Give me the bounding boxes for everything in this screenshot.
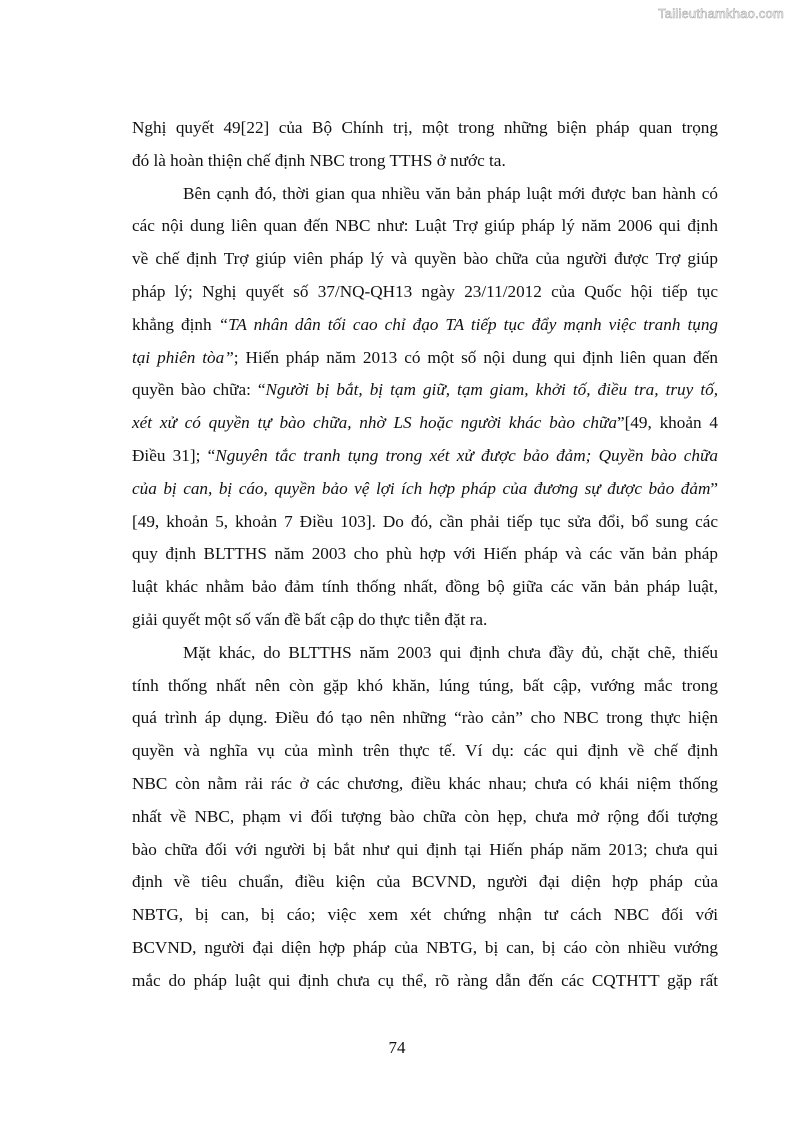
- text-line: tính thống nhất nên còn gặp khó khăn, lúng túng, bất cập, vướng mắc trong: [132, 675, 718, 695]
- paragraph-start-line: Mặt khác, do BLTTHS năm 2003 qui định chưa đầy đủ, chặt chẽ, thiếu: [183, 642, 718, 662]
- text-line: [132, 407, 718, 440]
- text-line: các nội dung liên quan đến NBC như: Luật Trợ giúp pháp lý năm 2006 qui định: [132, 216, 718, 236]
- text-line: mắc do pháp luật qui định chưa cụ thể, rõ ràng dẫn đến các CQTHTT gặp rất: [132, 970, 718, 990]
- document-body: [132, 112, 718, 998]
- text-line: giải quyết một số vấn đề bất cập do thực tiễn đặt ra.: [132, 609, 488, 629]
- watermark: Tailieuthamkhao.com: [658, 6, 784, 21]
- quote-run: “TA nhân dân tối cao chỉ đạo TA tiếp tục đẩy mạnh việc tranh tụng: [218, 314, 719, 334]
- text-line: định về tiêu chuẩn, điều kiện của BCVND, người đại diện hợp pháp của: [132, 872, 718, 892]
- paragraph-start-line: Bên cạnh đó, thời gian qua nhiều văn bản pháp luật mới được ban hành có: [183, 183, 718, 203]
- text-run: khẳng định: [132, 314, 219, 334]
- page-number: 74: [388, 1038, 406, 1057]
- text-line: [132, 309, 718, 342]
- text-line: quyền và nghĩa vụ của mình trên thực tế. Ví dụ: các qui định về chế định: [132, 741, 718, 761]
- text-line: quy định BLTTHS năm 2003 cho phù hợp với Hiến pháp và các văn bản pháp: [132, 544, 718, 564]
- text-run: ; Hiến pháp năm 2013 có một số nội dung qui định liên quan đến: [233, 347, 718, 367]
- text-line: Nghị quyết 49[22] của Bộ Chính trị, một trong những biện pháp quan trọng: [132, 118, 718, 137]
- text-line: nhất về NBC, phạm vi đối tượng bào chữa còn hẹp, chưa mở rộng đối tượng: [132, 806, 718, 826]
- text-line: luật khác nhằm bảo đảm tính thống nhất, đồng bộ giữa các văn bản pháp luật,: [132, 577, 718, 597]
- text-line: BCVND, người đại diện hợp pháp của NBTG, bị can, bị cáo còn nhiều vướng: [132, 937, 718, 957]
- text-line: [132, 440, 718, 473]
- quote-run: của bị can, bị cáo, quyền bảo vệ lợi ích hợp pháp của đương sự được bảo đảm: [132, 478, 711, 498]
- quote-run: Nguyên tắc tranh tụng trong xét xử được bảo đảm; Quyền bào chữa: [215, 445, 718, 465]
- text-line: NBC còn nằm rải rác ở các chương, điều khác nhau; chưa có khái niệm thống: [132, 773, 718, 793]
- text-line: quá trình áp dụng. Điều đó tạo nên những “rào cản” cho NBC trong thực hiện: [132, 708, 718, 728]
- text-line: [49, khoản 5, khoản 7 Điều 103]. Do đó, cần phải tiếp tục sửa đổi, bổ sung các: [132, 511, 718, 531]
- text-line: về chế định Trợ giúp viên pháp lý và quyền bào chữa của người được Trợ giúp: [132, 249, 718, 269]
- text-run: Điều 31]; “: [132, 445, 216, 465]
- text-run: quyền bào chữa: “: [132, 380, 266, 400]
- quote-run: tại phiên tòa”: [132, 347, 234, 367]
- text-run: ”: [710, 478, 718, 498]
- text-line: [132, 473, 718, 506]
- text-line: pháp lý; Nghị quyết số 37/NQ-QH13 ngày 23/11/2012 của Quốc hội tiếp tục: [132, 281, 718, 301]
- text-run: ”[49, khoản 4: [616, 413, 718, 433]
- text-line: NBTG, bị can, bị cáo; việc xem xét chứng nhận tư cách NBC đối với: [132, 905, 718, 925]
- text-line: [132, 374, 718, 407]
- quote-run: xét xử có quyền tự bào chữa, nhờ LS hoặc người khác bào chữa: [132, 413, 617, 433]
- text-line: đó là hoàn thiện chế định NBC trong TTHS ở nước ta.: [132, 150, 506, 170]
- quote-run: Người bị bắt, bị tạm giữ, tạm giam, khởi tố, điều tra, truy tố,: [265, 380, 718, 400]
- text-line: [132, 342, 718, 375]
- text-line: bào chữa đối với người bị bắt như qui định tại Hiến pháp năm 2013; chưa qui: [132, 839, 718, 859]
